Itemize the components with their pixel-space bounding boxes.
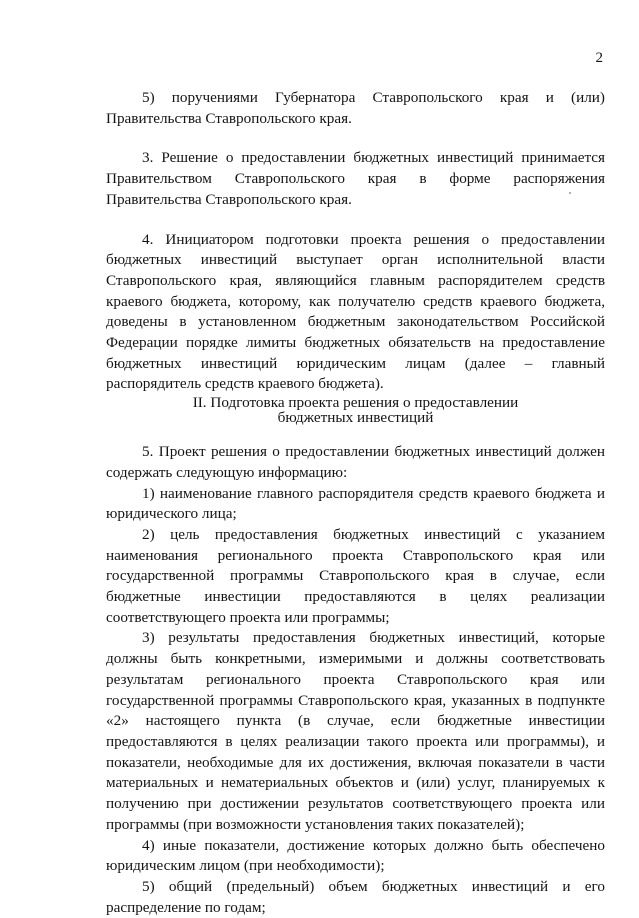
paragraph-draft-contents: 5. Проект решения о предоставлении бюджетных инвестиций должен содержать следующую информацию: xyxy=(106,443,605,481)
list-item-3-results: 3) результаты предоставления бюджетных инвестиций, которые должны быть конкретными, измеримыми и должны соответствовать результатам регионального проекта Ставропольского края или государственной программы Ставропольского края, указанных в подпункте «2» настоящего пункта (в случае, если бюджетные инвестиции предоставляются в целях реализации такого проекта или программы), и показатели, необходимые для их достижения, включая показатели в части материальных и нематериальных объектов и (или) услуг, планируемых к получению при достижении результатов соответствующего проекта или программы (при возможности установления таких показателей); xyxy=(106,629,605,833)
paragraph-initiator: 4. Инициатором подготовки проекта решения о предоставлении бюджетных инвестиций выступает орган исполнительной власти Ставропольского края, являющийся главным распорядителем средств краевого бюджета, которому, как получателю средств краевого бюджета, доведены в установленном бюджетным законодательством Российской Федерации порядке лимиты бюджетных обязательств на предоставление бюджетных инвестиций юридическим лицам (далее – главный распорядитель средств краевого бюджета). xyxy=(106,230,605,393)
list-item-2-goal: 2) цель предоставления бюджетных инвестиций с указанием наименования регионального проекта Ставропольского края или государственной программы Ставропольского края в случае, если бюджетные инвестиции предоставляются в целях реализации соответствующего проекта или программы; xyxy=(106,525,605,626)
section-heading-line-2: бюджетных инвестиций xyxy=(277,409,434,427)
scan-speck xyxy=(569,192,571,194)
list-item-5-volume: 5) общий (предельный) объем бюджетных инвестиций и его распределение по годам; xyxy=(106,877,605,916)
section-heading xyxy=(106,395,605,425)
paragraph-decision-form: 3. Решение о предоставлении бюджетных инвестиций принимается Правительством Ставропольского края в форме распоряжения Правительства Ставропольского края. xyxy=(106,149,605,208)
section-heading-line-1: II. Подготовка проекта решения о предоставлении xyxy=(192,394,519,412)
document-body xyxy=(106,88,605,918)
paragraph-governor-orders: 5) поручениями Губернатора Ставропольского края и (или) Правительства Ставропольского края. xyxy=(106,89,605,127)
list-item-4-other-indicators: 4) иные показатели, достижение которых должно быть обеспечено юридическим лицом (при необходимости); xyxy=(106,836,605,875)
page-number: 2 xyxy=(595,50,603,66)
list-item-1-names: 1) наименование главного распорядителя средств краевого бюджета и юридического лица; xyxy=(106,484,605,523)
